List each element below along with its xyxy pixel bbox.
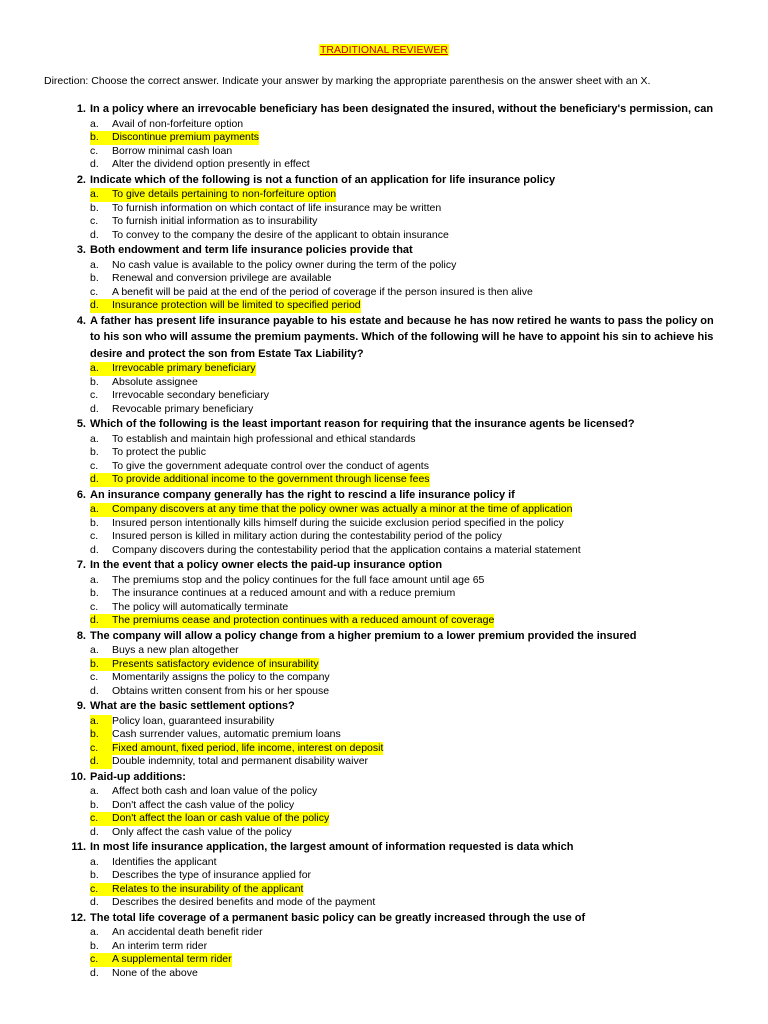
option-letter: c. (90, 144, 99, 157)
question-text: A father has present life insurance payable to his estate and because he has now retired he wants to pass the policy on to his son who will assume the premium payments. Which of the following will he have to appoint his sin to achieve his desire and protect the son from Estate Tax Liability? (90, 314, 714, 360)
question-row (0, 313, 768, 363)
option-letter: a. (90, 855, 99, 868)
option-text: Discontinue premium payments (112, 131, 260, 143)
question-row (0, 172, 768, 189)
option-text: Policy loan, guaranteed insurability (112, 714, 275, 727)
option-letter: a. (90, 926, 99, 938)
answer-option (0, 131, 768, 145)
option-text: Insured person is killed in military action during the contestability period of the policy (112, 530, 502, 542)
option-text: Double indemnity, total and permanent disability waiver (112, 755, 369, 767)
answer-option (0, 644, 768, 658)
question-row (0, 628, 768, 645)
option-letter: d. (90, 825, 99, 838)
question-text: In most life insurance application, the largest amount of information requested is data which (90, 841, 574, 853)
answer-option (0, 202, 768, 216)
question-text: Paid-up additions: (90, 770, 186, 783)
option-text: Describes the type of insurance applied for (112, 869, 312, 881)
answer-option (0, 362, 768, 376)
question-text: Which of the following is the least important reason for requiring that the insurance agents be licensed? (90, 418, 635, 430)
question-row (0, 242, 768, 259)
option-letter: c. (0, 953, 112, 967)
answer-option (0, 503, 768, 517)
option-letter: a. (90, 117, 99, 130)
option-text: To establish and maintain high professional and ethical standards (112, 432, 416, 445)
option-letter: d. (0, 755, 112, 769)
option-text: Alter the dividend option presently in effect (112, 158, 310, 170)
option-text: Insurance protection will be limited to specified period (112, 299, 361, 311)
option-text: Revocable primary beneficiary (112, 402, 254, 415)
answer-option (0, 826, 768, 840)
page-title (0, 44, 768, 56)
option-text: To protect the public (112, 446, 206, 458)
question-number: 5. (76, 418, 86, 430)
option-letter: c. (90, 459, 99, 472)
option-letter: b. (0, 728, 112, 742)
option-text: An accidental death benefit rider (112, 926, 263, 938)
question-item (0, 487, 768, 558)
option-letter: c. (90, 671, 99, 683)
option-letter: b. (90, 798, 99, 811)
answer-option (0, 574, 768, 588)
answer-option (0, 883, 768, 897)
question-row (0, 416, 768, 433)
option-text: None of the above (112, 966, 198, 979)
answer-option (0, 926, 768, 940)
option-text: Irrevocable primary beneficiary (112, 362, 256, 374)
answer-option (0, 755, 768, 769)
option-letter: a. (90, 573, 99, 586)
answer-option (0, 215, 768, 229)
question-number: 9. (76, 700, 86, 712)
question-number: 4. (76, 314, 86, 327)
option-letter: d. (90, 228, 99, 241)
option-letter: c. (0, 742, 112, 756)
question-item (0, 101, 768, 172)
option-letter: d. (90, 896, 99, 908)
answer-option (0, 856, 768, 870)
answer-option (0, 658, 768, 672)
question-item (0, 910, 768, 981)
option-letter: d. (0, 299, 112, 313)
option-letter: c. (90, 600, 99, 613)
option-letter: d. (0, 473, 112, 487)
option-letter: a. (0, 188, 112, 202)
option-letter: d. (90, 966, 99, 979)
question-number: 3. (76, 244, 86, 256)
question-row (0, 769, 768, 786)
question-text: The company will allow a policy change from a higher premium to a lower premium provided the insured (90, 629, 637, 642)
answer-option (0, 785, 768, 799)
option-letter: a. (90, 258, 99, 271)
option-text: The premiums cease and protection continues with a reduced amount of coverage (112, 614, 495, 626)
question-number: 12. (70, 911, 86, 924)
answer-option (0, 685, 768, 699)
question-number: 10. (70, 770, 86, 783)
option-text: To furnish information on which contact of life insurance may be written (112, 201, 442, 214)
answer-option (0, 869, 768, 883)
answer-option (0, 145, 768, 159)
answer-option (0, 587, 768, 601)
option-letter: b. (90, 939, 99, 952)
option-letter: c. (90, 389, 99, 401)
option-text: No cash value is available to the policy owner during the term of the policy (112, 258, 457, 271)
option-text: An interim term rider (112, 939, 208, 952)
question-number: 7. (76, 559, 86, 571)
question-text: Both endowment and term life insurance policies provide that (90, 244, 413, 256)
question-number: 6. (76, 488, 86, 501)
option-letter: b. (0, 131, 112, 145)
option-letter: a. (90, 785, 99, 797)
question-number: 2. (76, 173, 86, 186)
page-title-text: TRADITIONAL REVIEWER (320, 44, 448, 56)
option-text: Don't affect the cash value of the policy (112, 798, 295, 811)
answer-option (0, 601, 768, 615)
answer-option (0, 614, 768, 628)
question-text: In the event that a policy owner elects the paid-up insurance option (90, 559, 443, 571)
option-letter: c. (0, 812, 112, 826)
option-letter: a. (0, 715, 112, 729)
option-text: Irrevocable secondary beneficiary (112, 389, 269, 401)
question-item (0, 242, 768, 313)
option-letter: b. (90, 516, 99, 529)
answer-option (0, 446, 768, 460)
question-number: 11. (71, 841, 86, 853)
answer-option (0, 376, 768, 390)
option-letter: b. (90, 869, 99, 881)
answer-option (0, 728, 768, 742)
option-letter: c. (90, 530, 99, 542)
question-item (0, 769, 768, 840)
option-text: Describes the desired benefits and mode of the payment (112, 896, 376, 908)
option-letter: a. (0, 362, 112, 376)
answer-option (0, 940, 768, 954)
question-row (0, 101, 768, 118)
option-text: Don't affect the loan or cash value of the policy (112, 812, 330, 824)
option-text: Relates to the insurability of the applicant (112, 882, 304, 895)
option-text: A supplemental term rider (112, 953, 232, 965)
option-text: A benefit will be paid at the end of the period of coverage if the person insured is then alive (112, 285, 533, 298)
question-number: 1. (76, 103, 86, 115)
option-letter: d. (90, 402, 99, 415)
answer-option (0, 272, 768, 286)
question-item (0, 698, 768, 769)
option-letter: c. (0, 883, 112, 897)
option-text: Renewal and conversion privilege are available (112, 272, 332, 284)
option-letter: d. (90, 158, 99, 170)
option-letter: a. (90, 644, 99, 656)
option-text: Presents satisfactory evidence of insurability (112, 657, 319, 670)
option-letter: b. (90, 272, 99, 284)
option-letter: d. (90, 543, 99, 556)
option-letter: d. (90, 684, 99, 697)
question-item (0, 172, 768, 243)
question-item (0, 416, 768, 487)
option-text: The premiums stop and the policy continues for the full face amount until age 65 (112, 573, 485, 586)
option-letter: a. (0, 503, 112, 517)
answer-option (0, 229, 768, 243)
option-letter: b. (0, 658, 112, 672)
answer-option (0, 812, 768, 826)
answer-option (0, 967, 768, 981)
question-row (0, 487, 768, 504)
question-row (0, 910, 768, 927)
option-text: To furnish initial information as to insurability (112, 215, 318, 227)
question-item (0, 628, 768, 699)
answer-option (0, 544, 768, 558)
option-text: Insured person intentionally kills himself during the suicide exclusion period specified in the policy (112, 516, 564, 529)
answer-option (0, 403, 768, 417)
answer-option (0, 299, 768, 313)
answer-option (0, 118, 768, 132)
option-text: To give details pertaining to non-forfeiture option (112, 188, 337, 200)
question-text: The total life coverage of a permanent basic policy can be greatly increased through the use of (90, 911, 586, 924)
option-text: Company discovers during the contestability period that the application contains a material statement (112, 543, 581, 556)
option-text: Company discovers at any time that the policy owner was actually a minor at the time of application (112, 503, 573, 515)
option-text: The insurance continues at a reduced amount and with a reduce premium (112, 587, 456, 599)
question-item (0, 557, 768, 628)
answer-option (0, 473, 768, 487)
option-text: Buys a new plan altogether (112, 644, 239, 656)
question-text: What are the basic settlement options? (90, 700, 295, 712)
option-text: Obtains written consent from his or her spouse (112, 684, 330, 697)
question-number: 8. (76, 629, 86, 642)
answer-option (0, 158, 768, 172)
option-letter: b. (90, 587, 99, 599)
question-text: Indicate which of the following is not a function of an application for life insurance policy (90, 173, 556, 186)
option-text: To provide additional income to the government through license fees (112, 473, 430, 485)
question-item (0, 839, 768, 910)
answer-option (0, 799, 768, 813)
option-letter: d. (0, 614, 112, 628)
direction-text: Direction: Choose the correct answer. Indicate your answer by marking the appropriate parenthesis on the answer sheet with an X. (44, 75, 651, 87)
answer-option (0, 953, 768, 967)
question-row (0, 839, 768, 856)
option-text: Cash surrender values, automatic premium loans (112, 728, 341, 740)
question-row (0, 557, 768, 574)
option-text: Only affect the cash value of the policy (112, 825, 292, 838)
option-text: Affect both cash and loan value of the policy (112, 785, 318, 797)
option-letter: b. (90, 446, 99, 458)
option-letter: b. (90, 375, 99, 388)
answer-option (0, 460, 768, 474)
answer-option (0, 742, 768, 756)
option-text: The policy will automatically terminate (112, 600, 289, 613)
answer-option (0, 286, 768, 300)
answer-option (0, 389, 768, 403)
option-text: Momentarily assigns the policy to the company (112, 671, 330, 683)
option-text: Fixed amount, fixed period, life income, interest on deposit (112, 741, 384, 754)
option-text: Identifies the applicant (112, 855, 217, 868)
option-text: To give the government adequate control over the conduct of agents (112, 459, 429, 472)
answer-option (0, 896, 768, 910)
answer-option (0, 517, 768, 531)
answer-option (0, 671, 768, 685)
answer-option (0, 715, 768, 729)
question-row (0, 698, 768, 715)
answer-option (0, 259, 768, 273)
option-letter: b. (90, 201, 99, 214)
answer-option (0, 188, 768, 202)
question-list (0, 101, 768, 980)
option-letter: c. (90, 215, 99, 227)
question-text: In a policy where an irrevocable beneficiary has been designated the insured, without the beneficiary's permission, can (90, 103, 714, 115)
option-text: To convey to the company the desire of the applicant to obtain insurance (112, 228, 449, 241)
question-item (0, 313, 768, 417)
option-text: Avail of non-forfeiture option (112, 117, 244, 130)
option-letter: a. (90, 432, 99, 445)
option-text: Absolute assignee (112, 375, 198, 388)
answer-option (0, 433, 768, 447)
option-text: Borrow minimal cash loan (112, 144, 233, 157)
option-letter: c. (90, 285, 99, 298)
answer-option (0, 530, 768, 544)
question-text: An insurance company generally has the right to rescind a life insurance policy if (90, 488, 515, 501)
